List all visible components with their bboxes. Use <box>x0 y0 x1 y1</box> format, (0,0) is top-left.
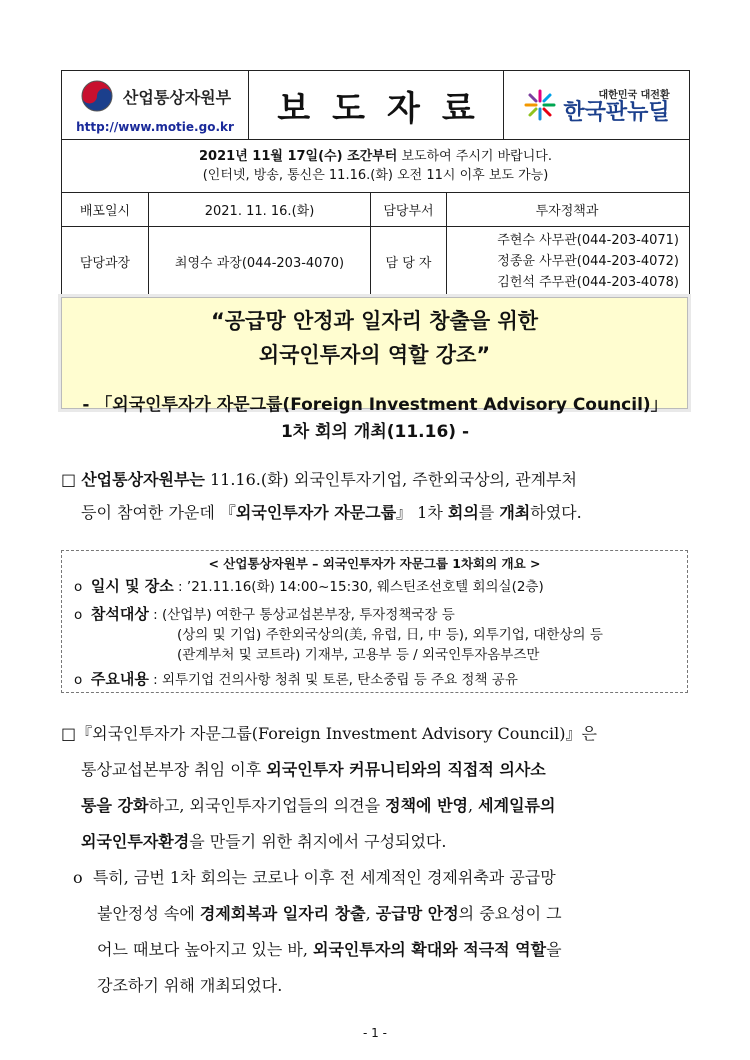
manager-label: 담당과장 <box>79 255 131 271</box>
body-paragraph-1 <box>61 463 691 529</box>
ministry-name: 산업통상자원부 <box>122 87 232 107</box>
overview-label: 참석대상 <box>90 605 149 623</box>
manager-name: 최영수 과장(044-203-4070) <box>148 227 370 295</box>
headline-line: “공급망 안정과 일자리 창출을 위한 <box>210 309 539 333</box>
body-text: 어느 때보다 높아지고 있는 바, <box>97 940 313 959</box>
body-text: , <box>365 904 376 923</box>
overview-value: : ’21.11.16(화) 14:00~15:30, 웨스틴조선호텔 회의실(2층) <box>173 579 544 595</box>
contact-label: 담 당 자 <box>370 227 446 295</box>
newdeal-brand: 한국판뉴딜 <box>563 99 670 125</box>
body-text: 하였다. <box>530 503 582 522</box>
overview-value: : 외투기업 건의사항 청취 및 토론, 탄소중립 등 주요 정책 공유 <box>148 672 518 688</box>
body-text: 을 만들기 위한 취지에서 구성되었다. <box>189 832 447 851</box>
release-date: 2021. 11. 16.(화) <box>148 193 370 226</box>
bold-text: 외국인투자가 자문그룹 <box>235 503 397 522</box>
contact-list <box>446 227 687 295</box>
embargo-notice <box>62 140 689 192</box>
meeting-overview-box <box>61 550 688 693</box>
bullet: ο <box>74 579 83 595</box>
page-number: - 1 - <box>363 1026 387 1040</box>
bold-text: 정책에 반영 <box>385 796 468 815</box>
body-text: 특히, 금번 1차 회의는 코로나 이후 전 세계적인 경제위축과 공급망 <box>92 868 556 887</box>
overview-value: : (산업부) 여한구 통상교섭본부장, 투자정책국장 등 <box>148 607 455 623</box>
bold-text: 산업통상자원부는 <box>81 470 205 489</box>
dept-label: 담당부서 <box>370 193 446 226</box>
overview-attendees-line3: (관계부처 및 코트라) 기재부, 고용부 등 / 외국인투자옴부즈만 <box>177 647 540 663</box>
bold-text: 세계일류의 <box>478 796 556 815</box>
doc-type-title: 보도자료 <box>248 71 503 139</box>
press-header-table <box>61 70 690 296</box>
overview-attendees-line2: (상의 및 기업) 주한외국상의(美, 유럽, 日, 中 등), 외투기업, 대한상의 등 <box>177 627 603 643</box>
contact-item: 주현수 사무관(044-203-4071) <box>497 232 679 248</box>
overview-agenda <box>74 668 518 689</box>
body-text: , <box>468 796 479 815</box>
dept-name: 투자정책과 <box>446 193 687 226</box>
body-text: 강조하기 위해 개최되었다. <box>97 976 283 995</box>
headline-line: 외국인투자의 역할 강조” <box>258 343 491 367</box>
contact-item: 정종윤 사무관(044-203-4072) <box>497 253 679 269</box>
body-text: 11.16.(화) 외국인투자기업, 주한외국상의, 관계부처 <box>204 470 577 489</box>
subheadline-line: 1차 회의 개최(11.16) - <box>280 422 470 442</box>
release-label: 배포일시 <box>79 204 131 219</box>
body-text: 의 중요성이 그 <box>458 904 562 923</box>
newdeal-slogan: 대한민국 대전환 <box>598 89 670 101</box>
body-text: 을 <box>546 940 562 959</box>
body-text: 불안정성 속에 <box>97 904 200 923</box>
overview-title: < 산업통상자원부 – 외국인투자가 자문그룹 1차회의 개요 > <box>208 556 541 571</box>
bold-text: 경제회복과 일자리 창출 <box>199 904 366 923</box>
bold-text: 공급망 안정 <box>375 904 459 923</box>
bold-text: 개최 <box>499 503 531 522</box>
body-paragraph-3 <box>61 860 691 1004</box>
overview-label: 주요내용 <box>90 670 149 688</box>
ministry-url-link[interactable]: http://www.motie.go.kr <box>76 120 234 134</box>
bullet: ο <box>74 672 83 688</box>
body-paragraph-2 <box>61 716 691 860</box>
overview-when <box>74 575 544 596</box>
bold-text: 외국인투자 커뮤니티와의 직접적 의사소 <box>266 760 546 779</box>
contact-item: 김헌석 주무관(044-203-4078) <box>497 274 679 290</box>
body-text: 를 <box>478 503 500 522</box>
body-text: 하고, 외국인투자기업들의 의견을 <box>148 796 386 815</box>
subheadline <box>30 392 720 446</box>
bold-text: 통을 강화 <box>81 796 149 815</box>
bold-text: 외국인투자환경 <box>81 832 190 851</box>
embargo-date: 2021년 11월 17일(수) 조간부터 <box>199 149 398 164</box>
body-text: 통상교섭본부장 취임 이후 <box>81 760 267 779</box>
paragraph-marker: □ <box>61 470 77 489</box>
overview-label: 일시 및 장소 <box>90 577 174 595</box>
paragraph-marker: □ <box>61 724 77 743</box>
bold-text: 외국인투자의 확대와 적극적 역할 <box>313 940 547 959</box>
body-text: 등이 참여한 가운데 『 <box>81 503 236 522</box>
taegeuk-emblem-icon <box>79 78 115 114</box>
overview-attendees <box>74 603 455 624</box>
ministry-logo-block <box>62 71 248 139</box>
subheadline-line: - 「외국인투자가 자문그룹(Foreign Investment Advisory Council)」 <box>82 395 668 415</box>
body-text: 』 1차 <box>396 503 448 522</box>
newdeal-logo-block <box>503 71 689 139</box>
embargo-online-note: (인터넷, 방송, 통신은 11.16.(화) 오전 11시 이후 보도 가능) <box>202 168 549 183</box>
bold-text: 회의 <box>447 503 479 522</box>
paragraph-marker: ο <box>73 868 83 887</box>
embargo-text: 보도하여 주시기 바랍니다. <box>397 149 552 164</box>
bullet: ο <box>74 607 83 623</box>
body-text: 『외국인투자가 자문그룹(Foreign Investment Advisory Council)』은 <box>76 724 597 743</box>
newdeal-star-icon <box>523 88 557 122</box>
